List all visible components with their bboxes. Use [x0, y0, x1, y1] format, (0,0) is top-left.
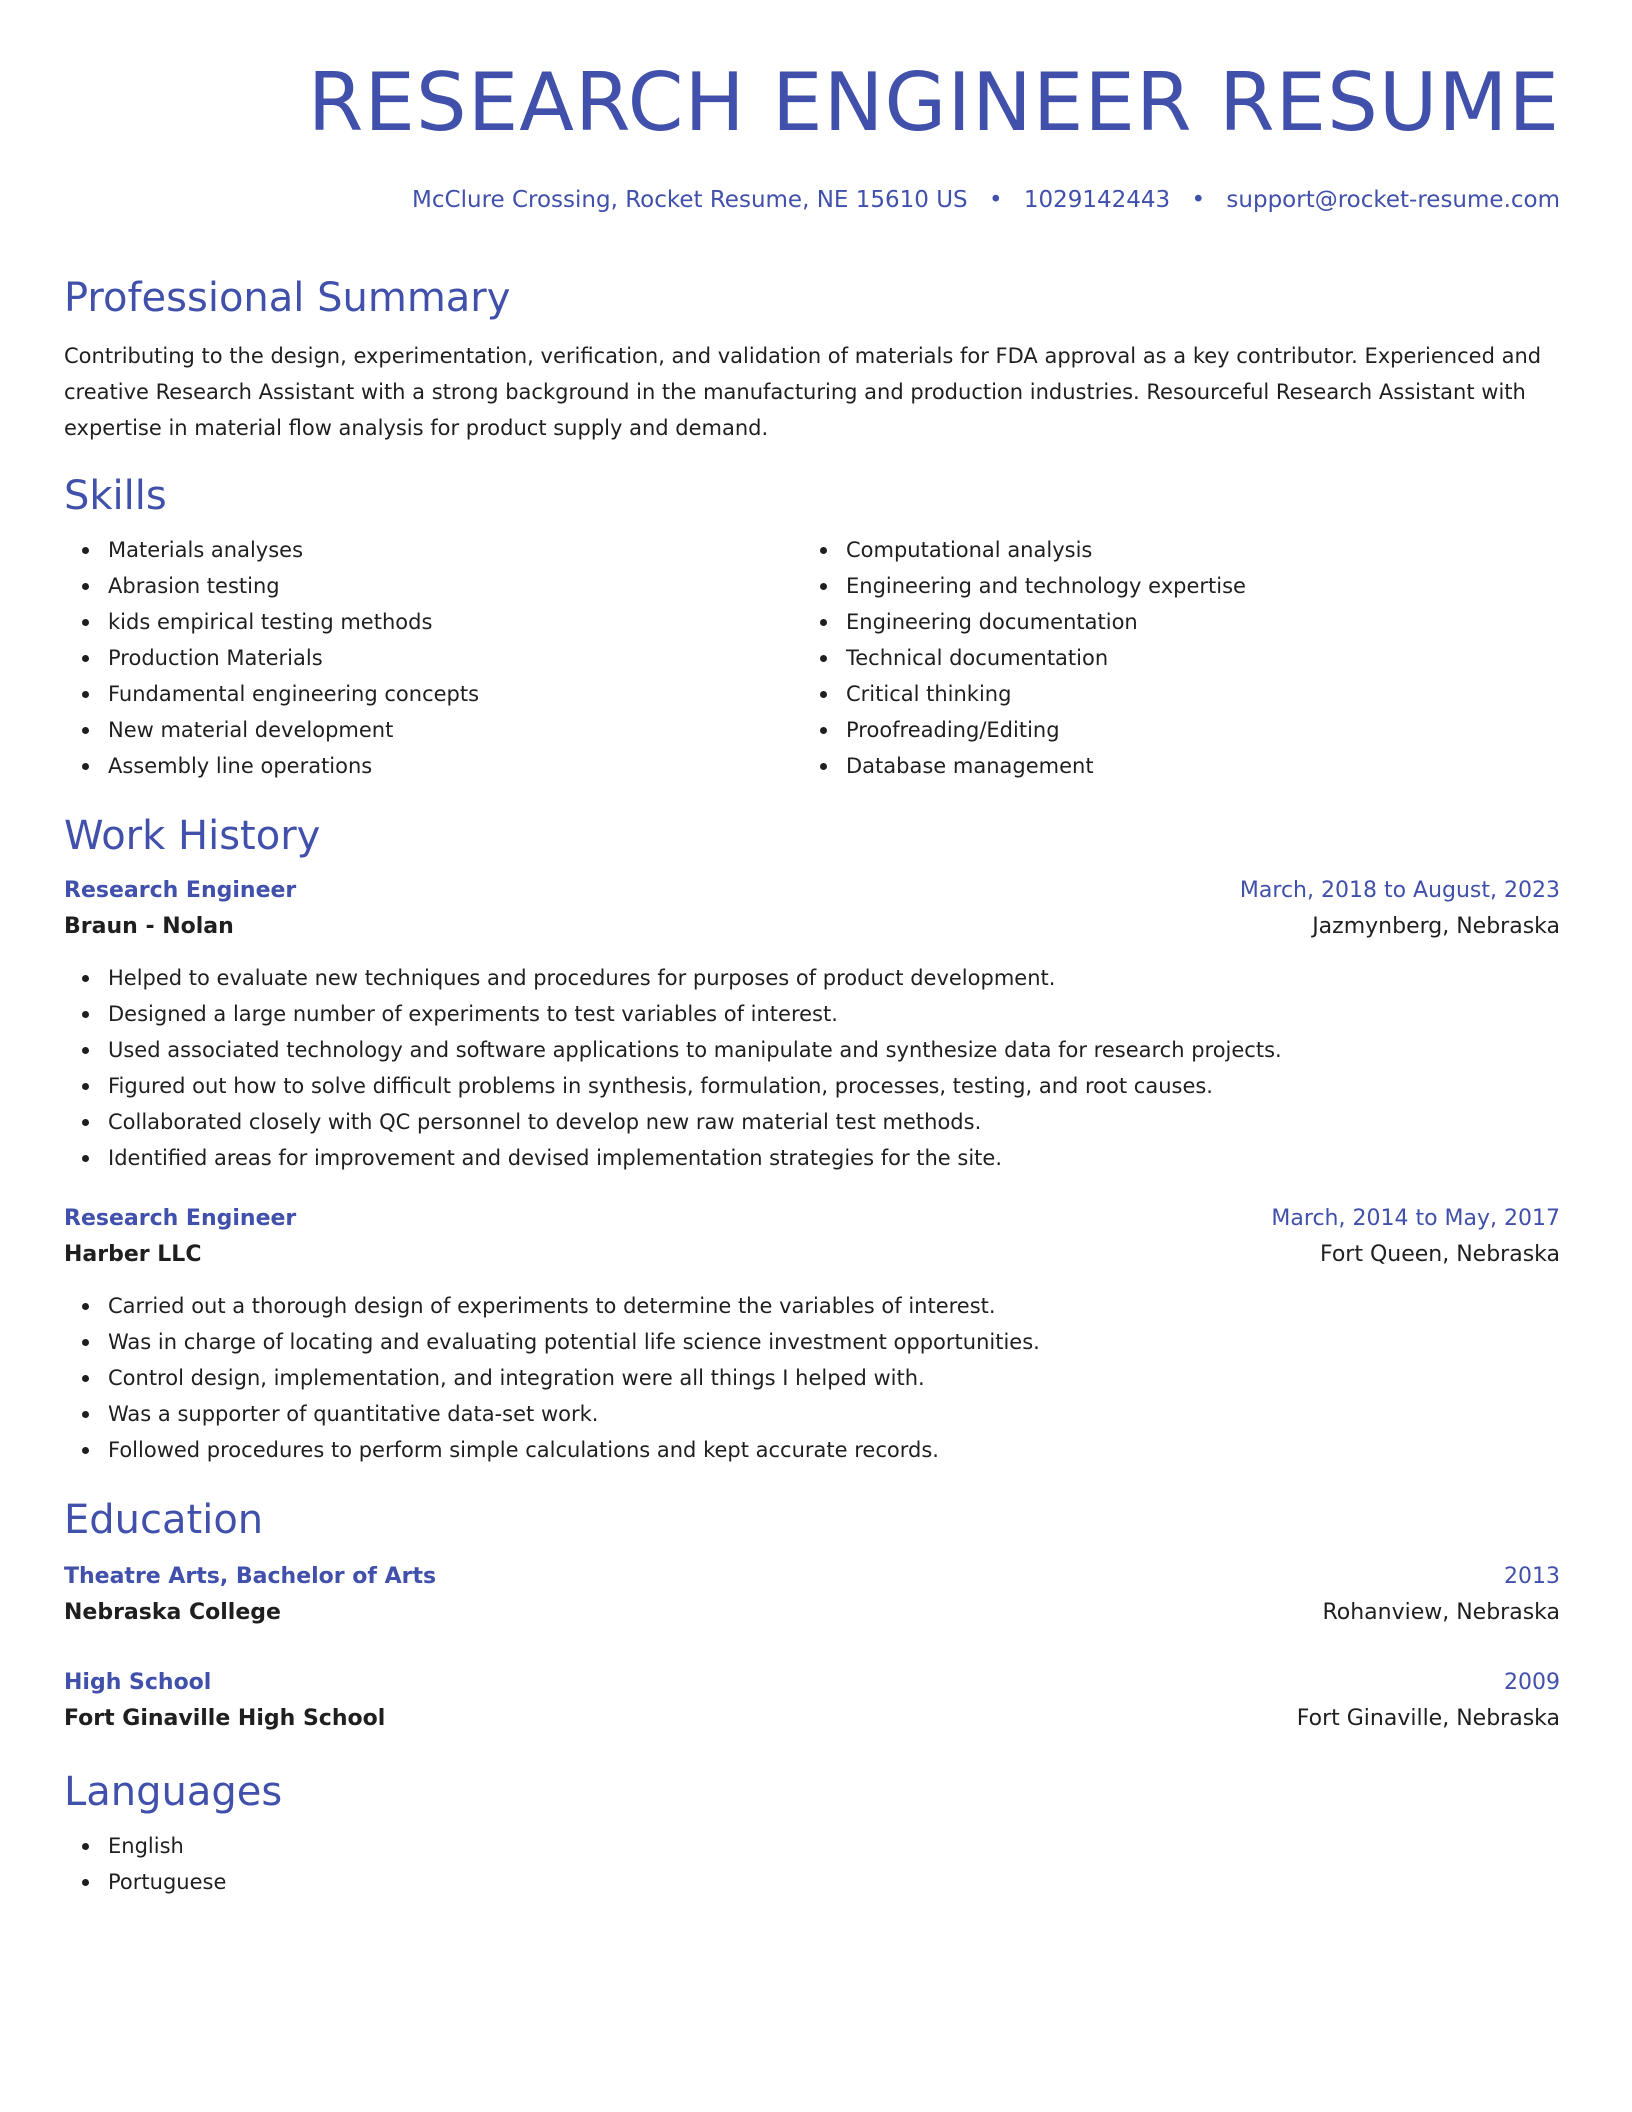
skills-section [64, 472, 1560, 784]
work-history-heading: Work History [64, 813, 321, 859]
job-bullet: Figured out how to solve difficult problems in synthesis, formulation, processes, testing, and root causes. [108, 1068, 1560, 1104]
education-year: 2013 [1504, 1564, 1560, 1589]
job-entry [64, 874, 1560, 1176]
job-dates: March, 2018 to August, 2023 [1239, 878, 1560, 903]
skills-column-right [802, 532, 1540, 784]
skill-item: Production Materials [108, 640, 802, 676]
job-bullet: Was in charge of locating and evaluating potential life science investment opportunities. [108, 1324, 1560, 1360]
education-year: 2009 [1504, 1670, 1560, 1695]
skill-item: Database management [846, 748, 1540, 784]
skill-item: Abrasion testing [108, 568, 802, 604]
job-bullet: Used associated technology and software applications to manipulate and synthesize data for research projects. [108, 1032, 1560, 1068]
language-item: Portuguese [108, 1864, 1560, 1900]
education-entry [64, 1666, 1560, 1738]
contact-address: McClure Crossing, Rocket Resume, NE 15610 US [412, 187, 968, 213]
skill-item: Assembly line operations [108, 748, 802, 784]
contact-separator: • [1191, 187, 1206, 213]
education-section [64, 1496, 1560, 1738]
skill-item: Engineering documentation [846, 604, 1540, 640]
contact-line [64, 186, 1560, 214]
job-company: Harber LLC [64, 1242, 202, 1267]
resume-page [64, 0, 1560, 1900]
work-history-section [64, 812, 1560, 1468]
job-bullets [64, 960, 1560, 1176]
languages-list [64, 1828, 1560, 1900]
job-bullet: Control design, implementation, and integration were all things I helped with. [108, 1360, 1560, 1396]
skill-item: kids empirical testing methods [108, 604, 802, 640]
job-header-row [64, 874, 1560, 908]
skill-item: Engineering and technology expertise [846, 568, 1540, 604]
job-location: Jazmynberg, Nebraska [1312, 914, 1560, 939]
education-school: Fort Ginaville High School [64, 1706, 386, 1731]
job-company-row [64, 908, 1560, 946]
skill-item: Proofreading/Editing [846, 712, 1540, 748]
education-entry [64, 1560, 1560, 1632]
contact-email: support@rocket-resume.com [1226, 187, 1560, 213]
skill-item: Technical documentation [846, 640, 1540, 676]
skills-columns [64, 532, 1560, 784]
job-bullet: Identified areas for improvement and devised implementation strategies for the site. [108, 1140, 1560, 1176]
job-bullets [64, 1288, 1560, 1468]
summary-heading: Professional Summary [64, 275, 511, 321]
languages-heading: Languages [64, 1769, 283, 1815]
language-item: English [108, 1828, 1560, 1864]
job-title: Research Engineer [64, 878, 297, 903]
contact-phone: 1029142443 [1023, 187, 1171, 213]
education-degree: High School [64, 1670, 212, 1695]
resume-title: RESEARCH ENGINEER RESUME [307, 56, 1560, 149]
job-bullet: Followed procedures to perform simple calculations and kept accurate records. [108, 1432, 1560, 1468]
skills-heading: Skills [64, 473, 167, 519]
job-dates: March, 2014 to May, 2017 [1271, 1206, 1560, 1231]
job-bullet: Designed a large number of experiments to test variables of interest. [108, 996, 1560, 1032]
skills-column-left [64, 532, 802, 784]
summary-text: Contributing to the design, experimentation, verification, and validation of materials for FDA approval as a key contributor. Experienced and creative Research Assistant with a strong background in the manufacturing and production industries. Resourceful Research Assistant with expertise in material flow analysis for product supply and demand. [64, 344, 1542, 440]
skill-item: New material development [108, 712, 802, 748]
education-heading: Education [64, 1497, 264, 1543]
job-bullet: Helped to evaluate new techniques and procedures for purposes of product development. [108, 960, 1560, 996]
job-header-row [64, 1202, 1560, 1236]
skill-item: Critical thinking [846, 676, 1540, 712]
job-title: Research Engineer [64, 1206, 297, 1231]
job-bullet: Carried out a thorough design of experiments to determine the variables of interest. [108, 1288, 1560, 1324]
education-header-row [64, 1560, 1560, 1594]
education-location: Rohanview, Nebraska [1322, 1600, 1560, 1625]
education-school-row [64, 1700, 1560, 1738]
job-company: Braun - Nolan [64, 914, 234, 939]
education-header-row [64, 1666, 1560, 1700]
skill-item: Materials analyses [108, 532, 802, 568]
education-school-row [64, 1594, 1560, 1632]
job-location: Fort Queen, Nebraska [1319, 1242, 1560, 1267]
job-bullet: Collaborated closely with QC personnel to develop new raw material test methods. [108, 1104, 1560, 1140]
skill-item: Fundamental engineering concepts [108, 676, 802, 712]
contact-separator: • [988, 187, 1003, 213]
job-company-row [64, 1236, 1560, 1274]
job-entry [64, 1202, 1560, 1468]
education-location: Fort Ginaville, Nebraska [1296, 1706, 1560, 1731]
summary-section [64, 274, 1560, 446]
skill-item: Computational analysis [846, 532, 1540, 568]
job-bullet: Was a supporter of quantitative data-set work. [108, 1396, 1560, 1432]
education-school: Nebraska College [64, 1600, 281, 1625]
languages-section [64, 1768, 1560, 1900]
education-degree: Theatre Arts, Bachelor of Arts [64, 1564, 437, 1589]
